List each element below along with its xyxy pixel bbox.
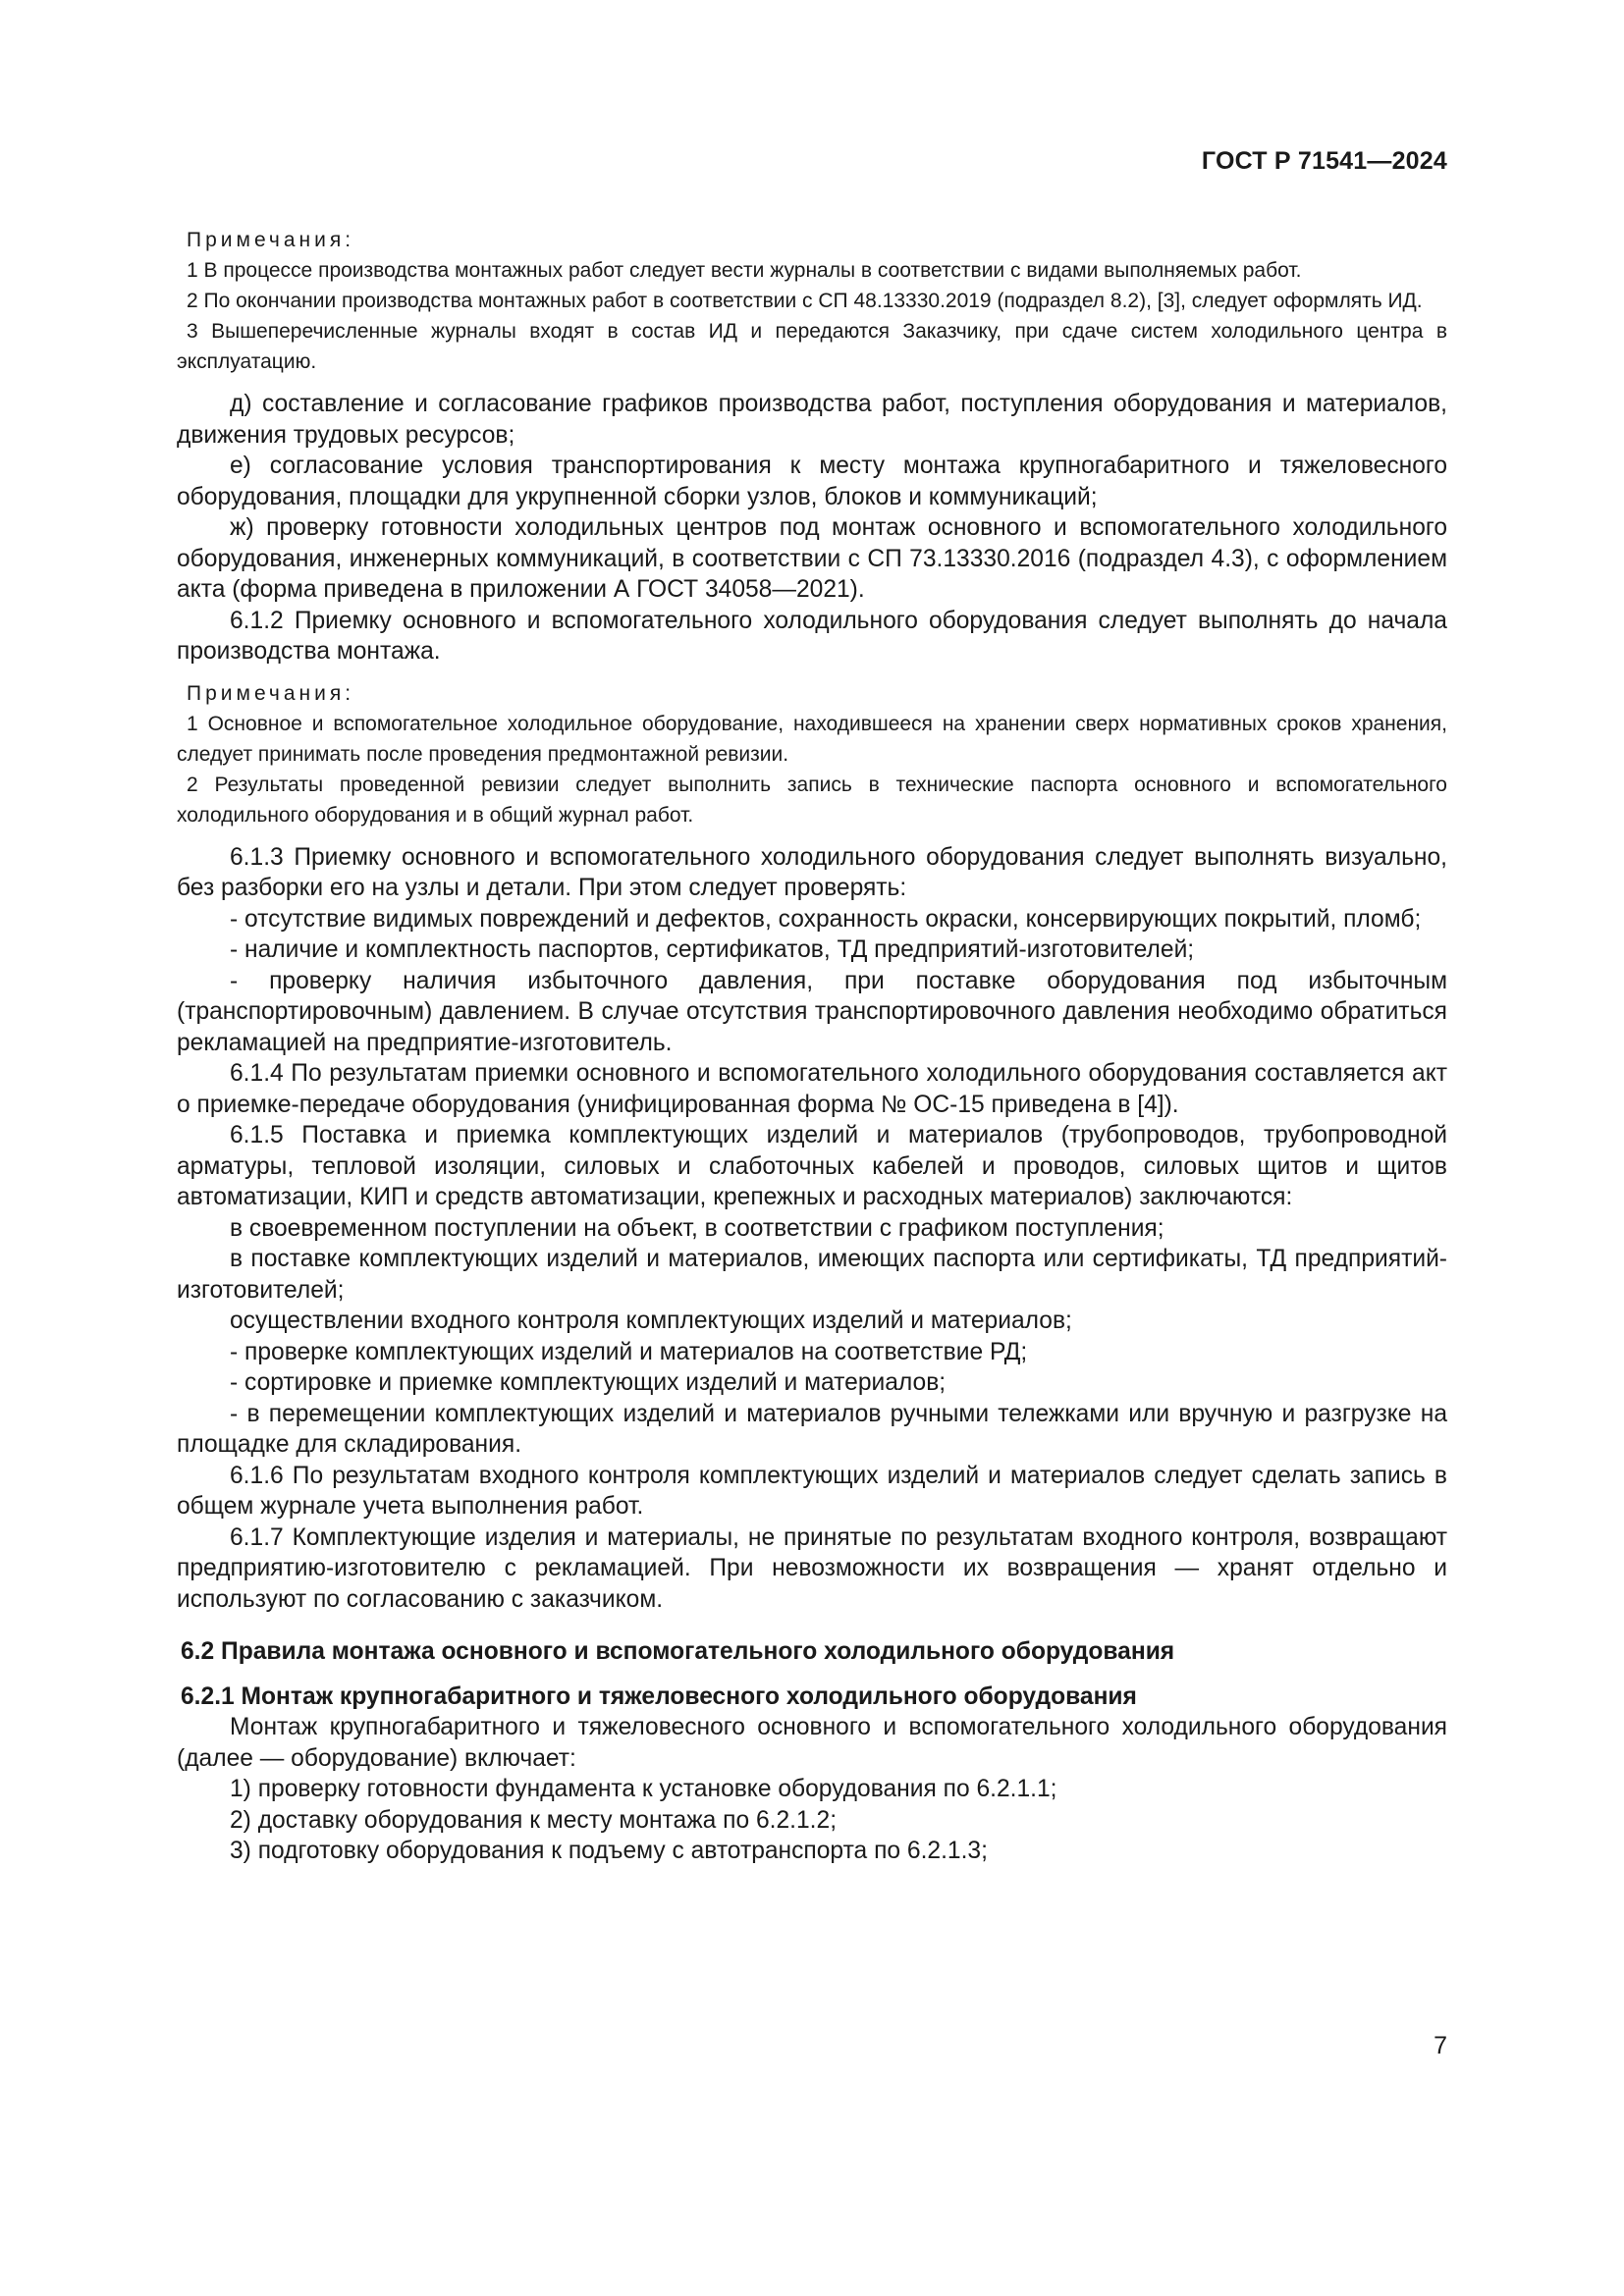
paragraph: - проверку наличия избыточного давления, при поставке оборудования под избыточным (транспортировочным) давлением. В случае отсутствия транспортировочного давления необходимо обратиться рекламацией на предприятие-изготовитель. — [177, 967, 1447, 1056]
paragraph: в поставке комплектующих изделий и материалов, имеющих паспорта или сертификаты, ТД предприятий-изготовителей; — [177, 1246, 1447, 1304]
paragraph-group-1 — [177, 389, 1447, 667]
paragraph: 6.1.2 Приемку основного и вспомогательного холодильного оборудования следует выполнять до начала производства монтажа. — [177, 607, 1447, 665]
paragraph: 6.1.4 По результатам приемки основного и вспомогательного холодильного оборудования составляется акт о приемке-передаче оборудования (унифицированная форма № ОС-15 приведена в [4]). — [177, 1060, 1447, 1118]
paragraph: е) согласование условия транспортирования к месту монтажа крупногабаритного и тяжеловесного оборудования, площадки для укрупненной сборки узлов, блоков и коммуникаций; — [177, 453, 1447, 510]
paragraph: 6.1.3 Приемку основного и вспомогательного холодильного оборудования следует выполнять визуально, без разборки его на узлы и детали. При этом следует проверять: — [177, 843, 1447, 901]
paragraph: - сортировке и приемке комплектующих изделий и материалов; — [230, 1369, 947, 1396]
document-header: ГОСТ Р 71541—2024 — [1201, 147, 1447, 175]
section-heading: 6.2 Правила монтажа основного и вспомогательного холодильного оборудования — [181, 1638, 1175, 1665]
paragraph: ж) проверку готовности холодильных центров под монтаж основного и вспомогательного холодильного оборудования, инженерных коммуникаций, в соответствии с СП 73.13330.2016 (подраздел 4.3), с оформлением акта (форма приведена в приложении А ГОСТ 34058—2021). — [177, 514, 1447, 603]
paragraph: 6.1.7 Комплектующие изделия и материалы, не принятые по результатам входного контроля, возвращают предприятию-изготовителю с рекламацией. При невозможности их возвращения — хранят отдельно и используют по согласованию с заказчиком. — [177, 1523, 1447, 1613]
paragraph: 6.1.5 Поставка и приемка комплектующих изделий и материалов (трубопроводов, трубопроводной арматуры, тепловой изоляции, силовых и слаботочных кабелей и проводов, силовых щитов и щитов автоматизации, КИП и средств автоматизации, крепежных и расходных материалов) заключаются: — [177, 1122, 1447, 1210]
paragraph: Монтаж крупногабаритного и тяжеловесного основного и вспомогательного холодильного оборудования (далее — оборудование) включает: — [177, 1714, 1447, 1772]
paragraph: - проверке комплектующих изделий и материалов на соответствие РД; — [230, 1338, 1028, 1365]
note-item: 2 По окончании производства монтажных работ в соответствии с СП 48.13330.2019 (подраздел 8.2), [3], следует оформлять ИД. — [187, 290, 1423, 312]
list-item: 1) проверку готовности фундамента к установке оборудования по 6.2.1.1; — [230, 1776, 1057, 1802]
paragraph: 6.1.6 По результатам входного контроля комплектующих изделий и материалов следует сделать запись в общем журнале учета выполнения работ. — [177, 1462, 1447, 1520]
paragraph-group-3 — [177, 1712, 1447, 1867]
notes-block-1 — [177, 228, 1447, 377]
paragraph: осуществлении входного контроля комплектующих изделий и материалов; — [230, 1308, 1072, 1334]
page-number: 7 — [1434, 2032, 1447, 2059]
notes-title: Примечания: — [187, 229, 355, 251]
page-content — [177, 226, 1447, 1867]
note-item: 2 Результаты проведенной ревизии следует выполнить запись в технические паспорта основного и вспомогательного холодильного оборудования и в общий журнал работ. — [177, 773, 1447, 827]
paragraph-group-2 — [177, 842, 1447, 1616]
notes-block-2 — [177, 681, 1447, 830]
paragraph: в своевременном поступлении на объект, в соответствии с графиком поступления; — [230, 1214, 1164, 1242]
list-item: 3) подготовку оборудования к подъему с автотранспорта по 6.2.1.3; — [230, 1838, 988, 1864]
notes-title: Примечания: — [187, 681, 355, 705]
note-item: 3 Вышеперечисленные журналы входят в состав ИД и передаются Заказчику, при сдаче систем холодильного центра в эксплуатацию. — [177, 320, 1447, 373]
note-item: 1 В процессе производства монтажных работ следует вести журналы в соответствии с видами выполняемых работ. — [187, 259, 1302, 282]
subsection-heading: 6.2.1 Монтаж крупногабаритного и тяжеловесного холодильного оборудования — [181, 1682, 1137, 1710]
note-item: 1 Основное и вспомогательное холодильное оборудование, находившееся на хранении сверх нормативных сроков хранения, следует принимать после проведения предмонтажной ревизии. — [177, 712, 1447, 766]
paragraph: - наличие и комплектность паспортов, сертификатов, ТД предприятий-изготовителей; — [230, 936, 1195, 963]
paragraph: - в перемещении комплектующих изделий и материалов ручными тележками или вручную и разгрузке на площадке для складирования. — [177, 1400, 1447, 1458]
paragraph: д) составление и согласование графиков производства работ, поступления оборудования и материалов, движения трудовых ресурсов; — [177, 391, 1447, 449]
list-item: 2) доставку оборудования к месту монтажа по 6.2.1.2; — [230, 1806, 838, 1834]
paragraph: - отсутствие видимых повреждений и дефектов, сохранность окраски, консервирующих покрытий, пломб; — [230, 905, 1422, 933]
